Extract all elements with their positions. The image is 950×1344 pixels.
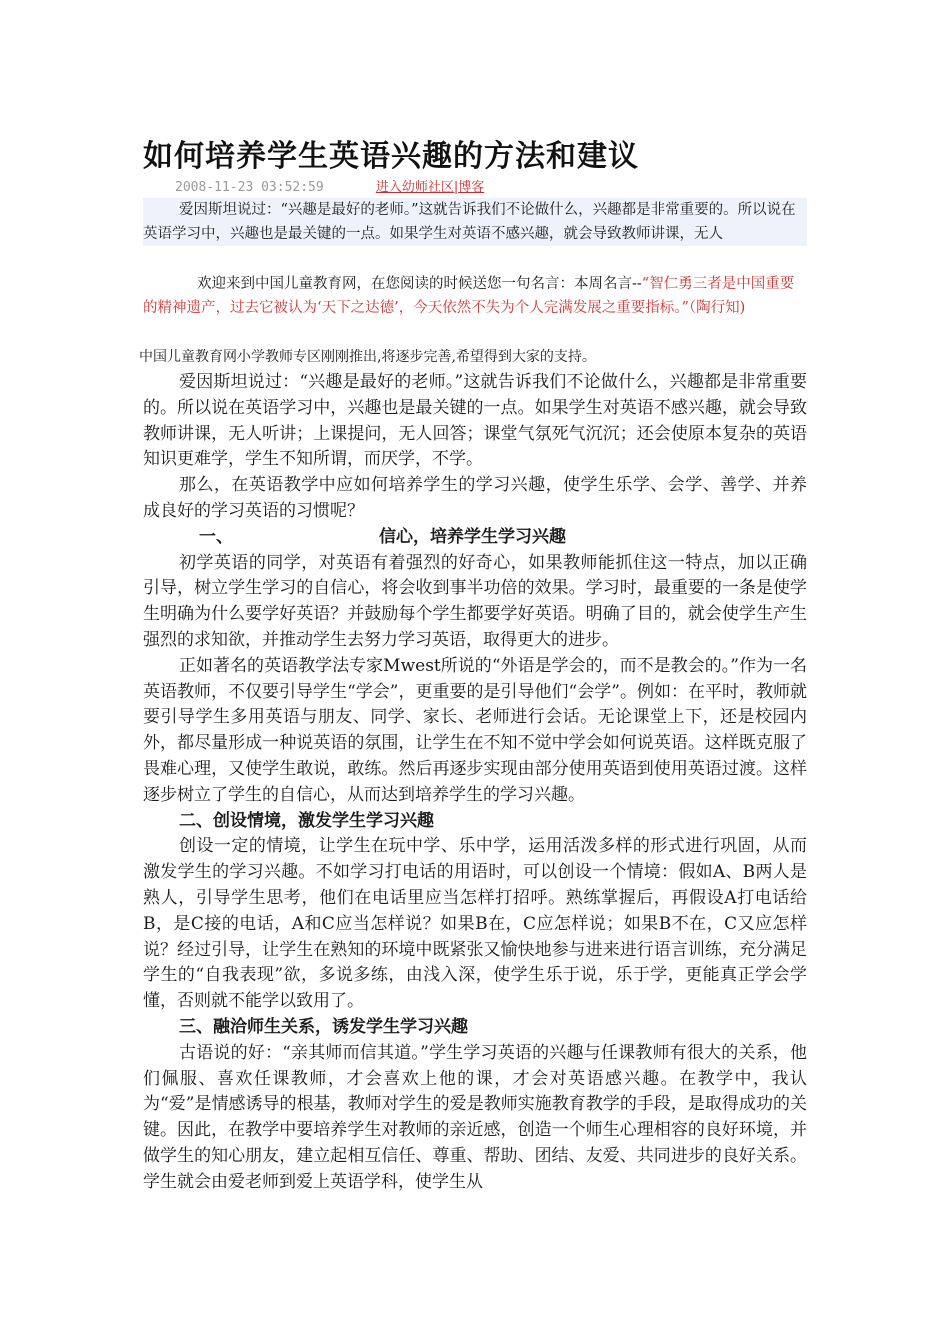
welcome-quote (143, 272, 807, 320)
article-body (143, 370, 807, 1196)
paragraph-5: 创设一定的情境，让学生在玩中学、乐中学，运用活泼多样的形式进行巩固，从而激发学生的学习兴趣。不如学习打电话的用语时，可以创设一个情境：假如A、B两人是熟人，引导学生思考，他们在电话里应当怎样打招呼。熟练掌握后，再假设A打电话给B，是C接的电话，A和C应当怎样说？如果B在，C应怎样说；如果B不在，C又应怎样说？经过引导，让学生在熟知的环境中既紧张又愉快地参与进来进行语言训练，充分满足学生的“自我表现”欲，多说多练，由浅入深，使学生乐于说，乐于学，更能真正学会学懂，否则就不能学以致用了。 (143, 836, 807, 1012)
section-heading-1 (143, 525, 807, 551)
page-title: 如何培养学生英语兴趣的方法和建议 (143, 139, 639, 174)
paragraph-2: 那么，在英语教学中应如何培养学生的学习兴趣，使学生乐学、会学、善学、并养成良好的学习英语的习惯呢？ (143, 475, 807, 521)
section-heading-3: 三、融洽师生关系，诱发学生学习兴趣 (179, 1016, 468, 1037)
meta-links (376, 180, 484, 195)
famous-quote: “智仁勇三者是中国重要的精神遗产，过去它被认为‘天下之达德’，今天依然不失为个人完满发展之重要指标。”（陶行知) (143, 276, 795, 316)
paragraph-6: 古语说的好：“亲其师而信其道。”学生学习英语的兴趣与任课教师有很大的关系，他们佩服、喜欢任课教师，才会喜欢上他的课，才会对英语感兴趣。在教学中，我认为“爱”是情感诱导的根基，教师对学生的爱是教师实施教育教学的手段，是取得成功的关键。因此，在教学中要培养学生对教师的亲近感，创造一个师生心理相容的良好环境，并做学生的知心朋友，建立起相互信任、尊重、帮助、团结、友爱、共同进步的良好关系。学生就会由爱老师到爱上英语学科，使学生从 (143, 1042, 807, 1192)
link-separator: | (453, 180, 459, 195)
paragraph-4: 正如著名的英语教学法专家Mwest所说的“外语是学会的，而不是教会的。”作为一名英语教师，不仅要引导学生“学会”，更重要的是引导他们“会学”。例如：在平时，教师就要引导学生多用英语与朋友、同学、家长、老师进行会话。无论课堂上下，还是校园内外，都尽量形成一种说英语的氛围，让学生在不知不觉中学会如何说英语。这样既克服了畏难心理，又使学生敢说，敢练。然后再逐步实现由部分使用英语到使用英语过渡。这样逐步树立了学生的自信心，从而达到培养学生的学习兴趣。 (143, 655, 807, 805)
section-heading-2: 二、创设情境，激发学生学习兴趣 (179, 810, 434, 831)
paragraph-1: 爱因斯坦说过：“兴趣是最好的老师。”这就告诉我们不论做什么，兴趣都是非常重要的。所以说在英语学习中，兴趣也是最关键的一点。如果学生对英语不感兴趣，就会导致教师讲课，无人听讲；上课提问，无人回答；课堂气氛死气沉沉；还会使原本复杂的英语知识更难学，学生不知所谓，而厌学，不学。 (143, 372, 807, 470)
welcome-lead: 欢迎来到中国儿童教育网，在您阅读的时候送您一句名言：本周名言-- (197, 276, 642, 292)
section-heading-1-number: 一、 (199, 526, 233, 547)
paragraph-3: 初学英语的同学，对英语有着强烈的好奇心，如果教师能抓住这一特点，加以正确引导，树立学生学习的自信心，将会收到事半功倍的效果。学习时，最重要的一条是使学生明确为什么要学好英语？并鼓励每个学生都要学好英语。明确了目的，就会使学生产生强烈的求知欲，并推动学生去努力学习英语，取得更大的进步。 (143, 552, 807, 650)
blog-link[interactable]: 博客 (458, 180, 485, 195)
article-meta (175, 176, 484, 195)
publish-date: 2008-11-23 03:52:59 (175, 180, 324, 195)
community-link[interactable]: 进入幼师社区 (375, 180, 454, 195)
section-heading-1-text: 信心，培养学生学习兴趣 (379, 526, 566, 547)
intro-summary: 爱因斯坦说过：“兴趣是最好的老师。”这就告诉我们不论做什么，兴趣都是非常重要的。所以说在英语学习中，兴趣也是最关键的一点。如果学生对英语不感兴趣，就会导致教师讲课，无人 (143, 198, 807, 246)
site-notice: 中国儿童教育网小学教师专区刚刚推出,将逐步完善,希望得到大家的支持。 (139, 349, 596, 365)
